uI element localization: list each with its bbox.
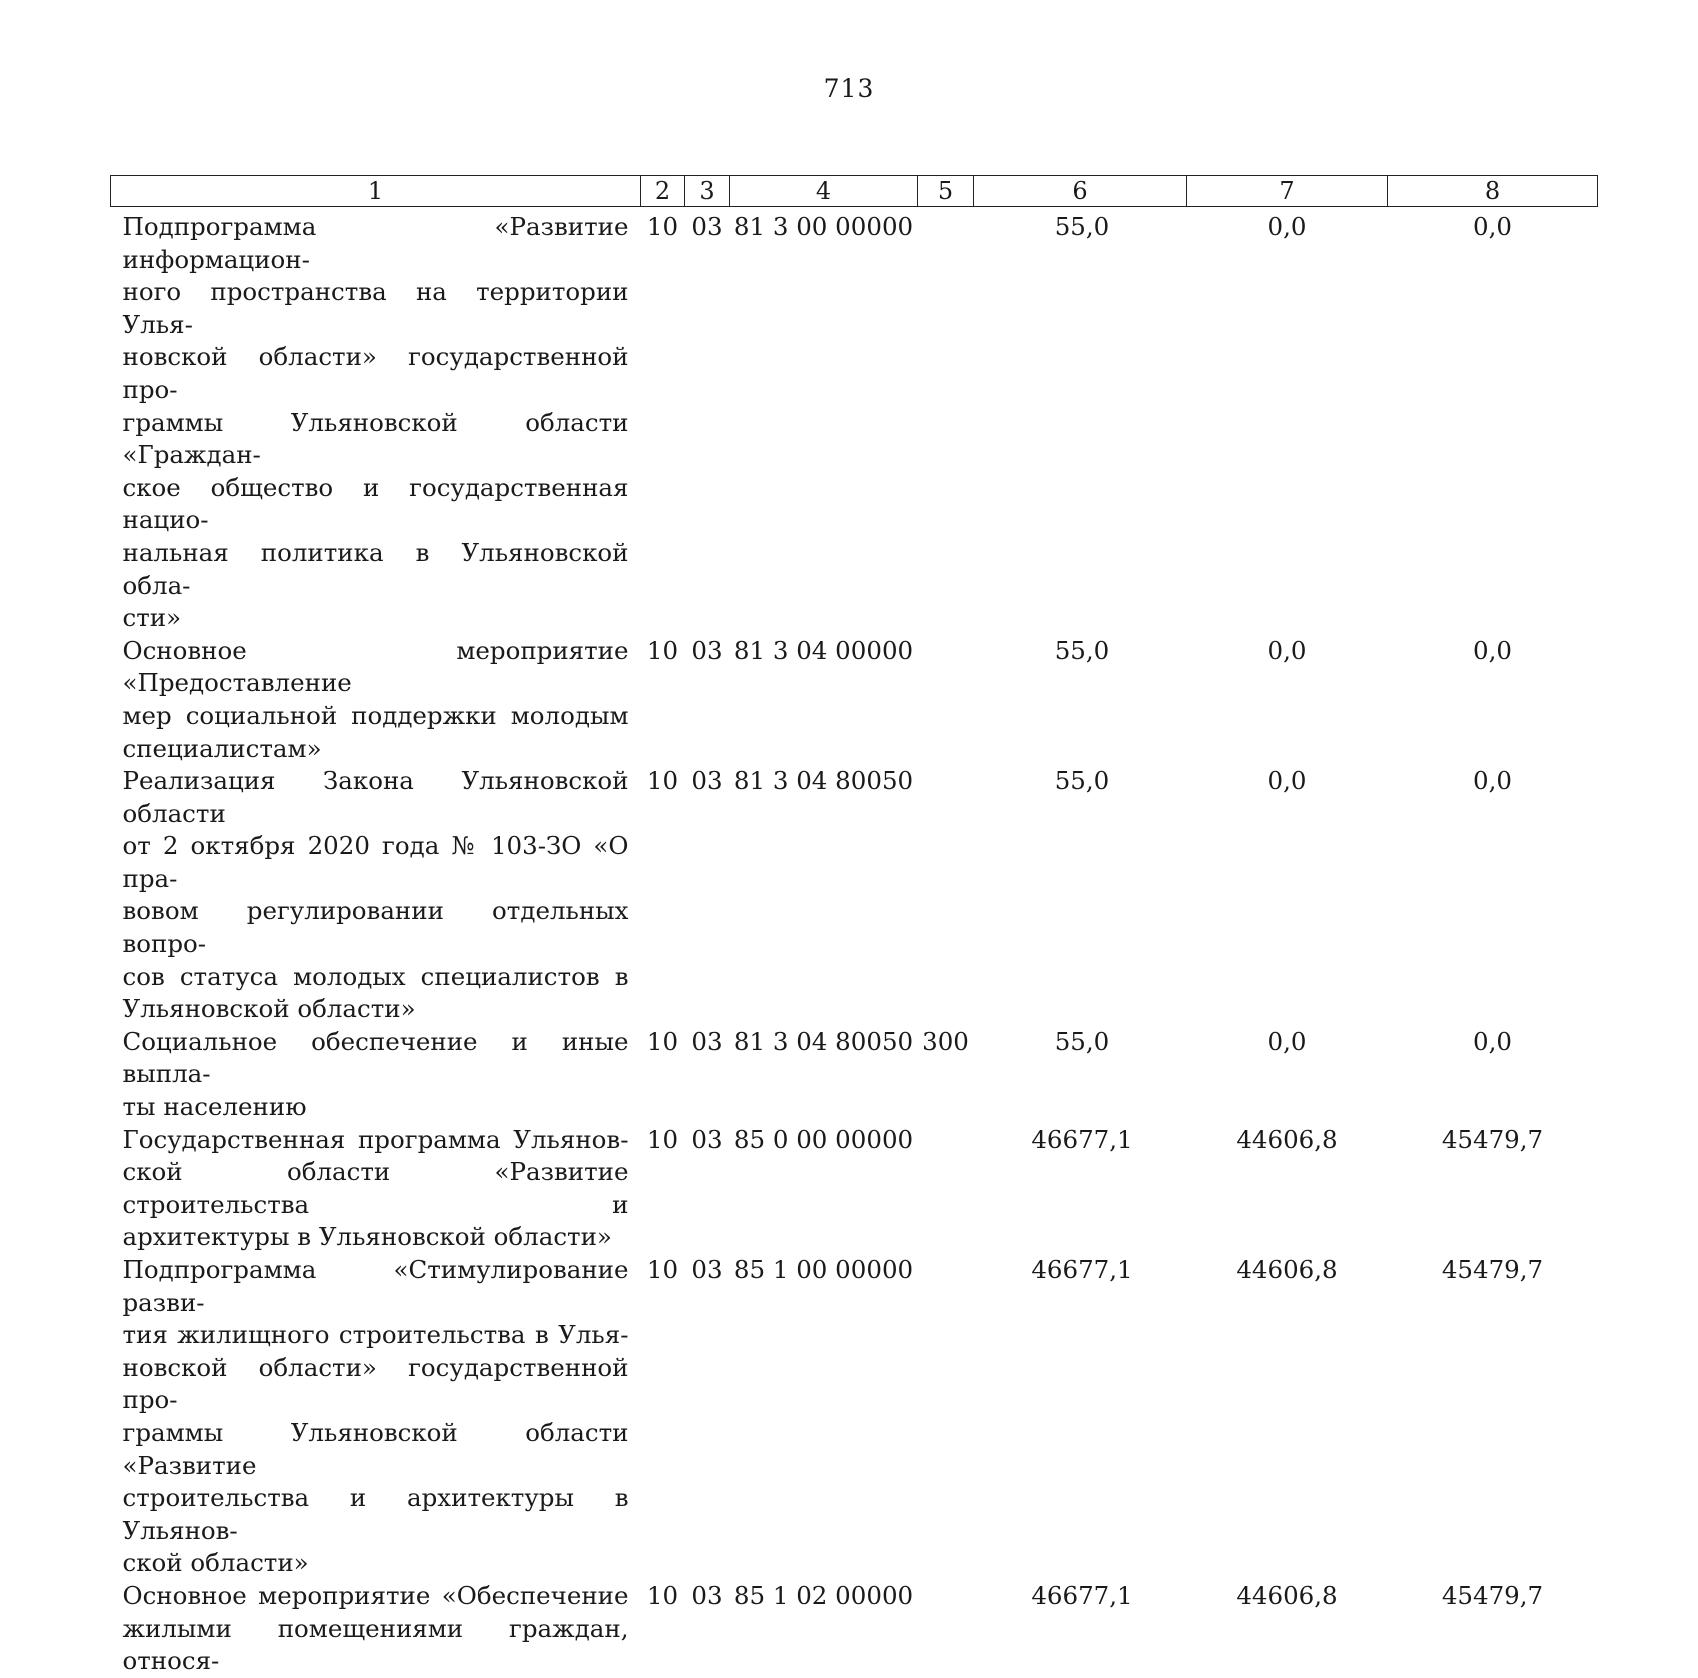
row-description — [111, 207, 641, 635]
section-code: 10 — [646, 212, 679, 241]
column-header: 5 — [918, 176, 974, 207]
subsection-code: 03 — [691, 1255, 723, 1284]
table-row — [111, 1026, 1598, 1124]
amount-col-6: 46677,1 — [1031, 1255, 1133, 1284]
description-line: граммы Ульяновской области «Развитие — [122, 1417, 629, 1480]
amount-col-8: 0,0 — [1473, 212, 1512, 241]
amount-col-6: 46677,1 — [1031, 1580, 1133, 1610]
amount-col-8: 0,0 — [1473, 635, 1512, 665]
target-article-code: 81 3 04 80050 — [733, 766, 914, 796]
amount-col-8: 45479,7 — [1441, 1580, 1544, 1610]
amount-col-6: 55,0 — [1054, 766, 1110, 796]
expense-type-code — [918, 1580, 974, 1678]
subsection-code: 03 — [691, 766, 723, 796]
column-header: 6 — [974, 176, 1187, 207]
amount-col-7: 44606,8 — [1236, 1255, 1338, 1284]
row-description — [111, 1580, 641, 1678]
section-code: 10 — [646, 1124, 679, 1154]
amount-col-6: 55,0 — [1054, 635, 1110, 665]
description-line: Государственная программа Ульянов- — [122, 1124, 629, 1154]
amount-col-7: 44606,8 — [1236, 1124, 1338, 1154]
section-code: 10 — [646, 1255, 679, 1284]
amount-col-7: 44606,8 — [1236, 1580, 1338, 1610]
expense-type-code — [918, 1124, 974, 1254]
description-line: Основное мероприятие «Обеспечение — [122, 1580, 629, 1610]
description-line: ного пространства на территории Улья- — [122, 277, 629, 339]
column-header: 2 — [641, 176, 685, 207]
subsection-code: 03 — [691, 635, 723, 665]
amount-col-7: 0,0 — [1267, 635, 1307, 665]
table-row — [111, 1254, 1598, 1580]
expense-type-code — [918, 1254, 974, 1580]
subsection-code: 03 — [691, 212, 723, 241]
table-header — [111, 176, 1598, 207]
section-code: 10 — [646, 1026, 679, 1056]
amount-col-6: 55,0 — [1054, 1026, 1110, 1056]
table-row — [111, 207, 1598, 635]
subsection-code: 03 — [691, 1124, 723, 1154]
amount-col-8: 0,0 — [1473, 766, 1512, 796]
section-code: 10 — [646, 766, 679, 796]
column-header: 1 — [111, 176, 641, 207]
amount-col-8: 0,0 — [1473, 1026, 1512, 1056]
table-row — [111, 1580, 1598, 1678]
amount-col-6: 46677,1 — [1031, 1124, 1133, 1154]
description-line: тия жилищного строительства в Улья- — [122, 1320, 629, 1350]
expense-type-code: 300 — [922, 1026, 969, 1056]
description-line: жилыми помещениями граждан, относя- — [122, 1613, 629, 1676]
description-line: Подпрограмма «Стимулирование разви- — [122, 1255, 629, 1317]
target-article-code: 85 1 00 00000 — [733, 1255, 914, 1284]
row-description — [111, 765, 641, 1026]
table-row — [111, 1124, 1598, 1254]
column-number-row — [111, 176, 1598, 207]
expense-type-code — [918, 765, 974, 1026]
description-line: Подпрограмма «Развитие информацион- — [122, 212, 629, 274]
page-number: 713 — [823, 74, 875, 103]
section-code: 10 — [646, 1580, 679, 1610]
target-article-code: 85 1 02 00000 — [733, 1580, 914, 1610]
description-line: мер социальной поддержки молодым — [122, 700, 629, 730]
description-line: специалистам» — [122, 733, 322, 763]
column-header: 8 — [1388, 176, 1598, 207]
row-description — [111, 1124, 641, 1254]
description-line: вовом регулировании отдельных вопро- — [122, 896, 629, 959]
description-line: ское общество и государственная нацио- — [122, 472, 629, 535]
description-line: ской области «Развитие строительства и — [122, 1157, 629, 1219]
amount-col-8: 45479,7 — [1441, 1124, 1544, 1154]
row-description — [111, 1254, 641, 1580]
subsection-code: 03 — [691, 1580, 723, 1610]
column-header: 3 — [685, 176, 730, 207]
budget-table-container — [110, 175, 1597, 1678]
description-line: новской области» государственной про- — [122, 342, 629, 404]
description-line: Основное мероприятие «Предоставление — [122, 635, 629, 698]
description-line: ты населению — [122, 1092, 307, 1122]
description-line: Ульяновской области» — [122, 994, 416, 1024]
column-header: 4 — [730, 176, 918, 207]
table-row — [111, 765, 1598, 1026]
description-line: Социальное обеспечение и иные выпла- — [122, 1026, 629, 1089]
description-line: сти» — [122, 603, 182, 633]
column-header: 7 — [1187, 176, 1388, 207]
subsection-code: 03 — [691, 1026, 723, 1056]
amount-col-8: 45479,7 — [1441, 1255, 1544, 1284]
amount-col-7: 0,0 — [1267, 212, 1307, 241]
description-line: нальная политика в Ульяновской обла- — [122, 537, 629, 600]
table-row — [111, 635, 1598, 765]
description-line: граммы Ульяновской области «Граждан- — [122, 407, 629, 470]
row-description — [111, 635, 641, 765]
description-line: Реализация Закона Ульяновской области — [122, 766, 629, 828]
target-article-code: 81 3 00 00000 — [733, 212, 914, 241]
target-article-code: 85 0 00 00000 — [733, 1124, 914, 1154]
expense-type-code — [918, 635, 974, 765]
table-body — [111, 207, 1598, 1678]
description-line: ской области» — [122, 1548, 309, 1578]
description-line: строительства и архитектуры в Ульянов- — [122, 1483, 629, 1545]
description-line: архитектуры в Ульяновской области» — [122, 1222, 612, 1252]
description-line: новской области» государственной про- — [122, 1352, 629, 1415]
amount-col-7: 0,0 — [1267, 766, 1307, 796]
description-line: сов статуса молодых специалистов в — [122, 961, 629, 991]
target-article-code: 81 3 04 80050 — [733, 1026, 914, 1056]
amount-col-7: 0,0 — [1267, 1026, 1307, 1056]
section-code: 10 — [646, 635, 679, 665]
row-description — [111, 1026, 641, 1124]
description-line: от 2 октября 2020 года № 103-ЗО «О пра- — [122, 831, 629, 893]
expense-type-code — [918, 207, 974, 635]
amount-col-6: 55,0 — [1054, 212, 1110, 241]
target-article-code: 81 3 04 00000 — [733, 635, 914, 665]
budget-table — [110, 175, 1598, 1678]
